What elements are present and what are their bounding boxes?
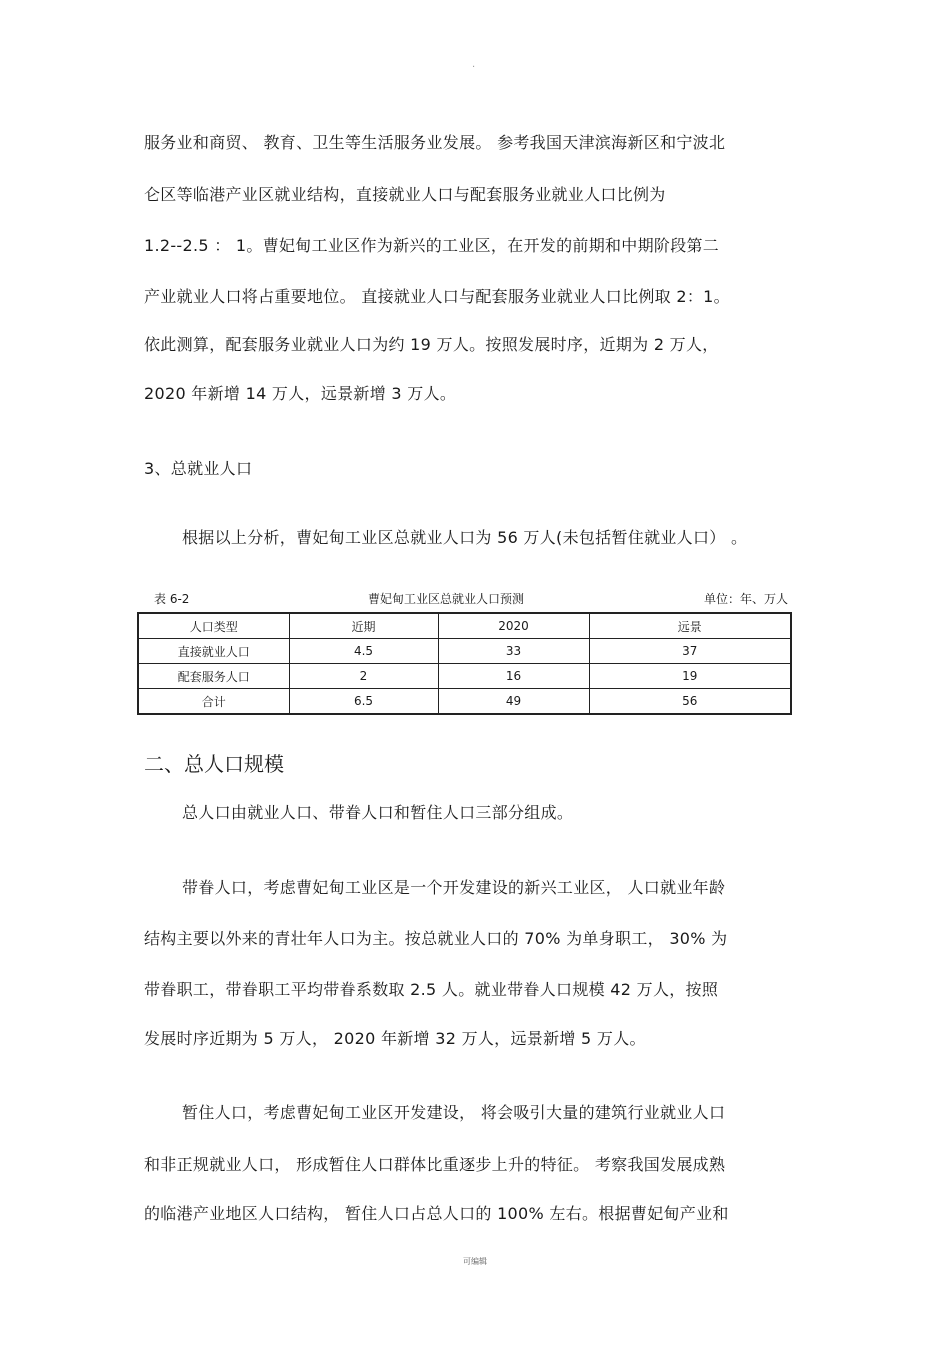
column-header: 人口类型	[138, 613, 289, 639]
paragraph-line: 依此测算，配套服务业就业人口为约 19 万人。按照发展时序，近期为 2 万人，	[144, 335, 719, 354]
column-header: 2020	[438, 613, 589, 639]
paragraph-line: 带眷人口，考虑曹妃甸工业区是一个开发建设的新兴工业区， 人口就业年龄	[182, 878, 726, 897]
column-header: 近期	[289, 613, 438, 639]
table-row	[138, 639, 791, 664]
paragraph-line: 带眷职工，带眷职工平均带眷系数取 2.5 人。就业带眷人口规模 42 万人，按照	[144, 980, 719, 999]
section-heading: 二、总人口规模	[144, 752, 284, 776]
population-table	[137, 612, 792, 715]
table-cell: 直接就业人口	[138, 639, 289, 664]
paragraph-line: 1.2--2.5 ： 1。曹妃甸工业区作为新兴的工业区，在开发的前期和中期阶段第二	[144, 236, 720, 255]
table-row	[138, 664, 791, 689]
paragraph-line: 发展时序近期为 5 万人， 2020 年新增 32 万人，远景新增 5 万人。	[144, 1029, 646, 1048]
paragraph-line: 服务业和商贸、 教育、卫生等生活服务业发展。 参考我国天津滨海新区和宁波北	[144, 133, 726, 152]
table-cell: 37	[589, 639, 791, 664]
table-row	[138, 689, 791, 715]
paragraph-line: 暂住人口，考虑曹妃甸工业区开发建设， 将会吸引大量的建筑行业就业人口	[182, 1103, 726, 1122]
table-cell: 4.5	[289, 639, 438, 664]
paragraph-line: 仑区等临港产业区就业结构，直接就业人口与配套服务业就业人口比例为	[144, 185, 666, 204]
paragraph-line: 产业就业人口将占重要地位。 直接就业人口与配套服务业就业人口比例取 2：1。	[144, 287, 730, 306]
table-cell: 56	[589, 689, 791, 715]
column-header: 远景	[589, 613, 791, 639]
table-cell: 配套服务人口	[138, 664, 289, 689]
paragraph-line: 2020 年新增 14 万人，远景新增 3 万人。	[144, 384, 457, 403]
footer-note: 可编辑	[463, 1257, 487, 1266]
table-cell: 6.5	[289, 689, 438, 715]
table-cell: 2	[289, 664, 438, 689]
paragraph-line: 根据以上分析，曹妃甸工业区总就业人口为 56 万人(未包括暂住就业人口） 。	[182, 528, 748, 547]
table-cell: 16	[438, 664, 589, 689]
table-header-row	[138, 613, 791, 639]
table-label: 表 6-2	[154, 592, 190, 606]
header-mark: ·	[472, 62, 476, 73]
paragraph-line: 总人口由就业人口、带眷人口和暂住人口三部分组成。	[182, 803, 574, 822]
table-unit: 单位：年、万人	[703, 592, 788, 606]
table-cell: 合计	[138, 689, 289, 715]
paragraph-line: 的临港产业地区人口结构， 暂住人口占总人口的 100% 左右。根据曹妃甸产业和	[144, 1204, 729, 1223]
table-cell: 49	[438, 689, 589, 715]
table-cell: 19	[589, 664, 791, 689]
table-cell: 33	[438, 639, 589, 664]
paragraph-line: 结构主要以外来的青壮年人口为主。按总就业人口的 70% 为单身职工， 30% 为	[144, 929, 728, 948]
paragraph-line: 和非正规就业人口， 形成暂住人口群体比重逐步上升的特征。 考察我国发展成熟	[144, 1155, 726, 1174]
table-caption	[150, 590, 790, 608]
section-heading: 3、总就业人口	[144, 459, 253, 478]
table-title: 曹妃甸工业区总就业人口预测	[368, 592, 525, 606]
